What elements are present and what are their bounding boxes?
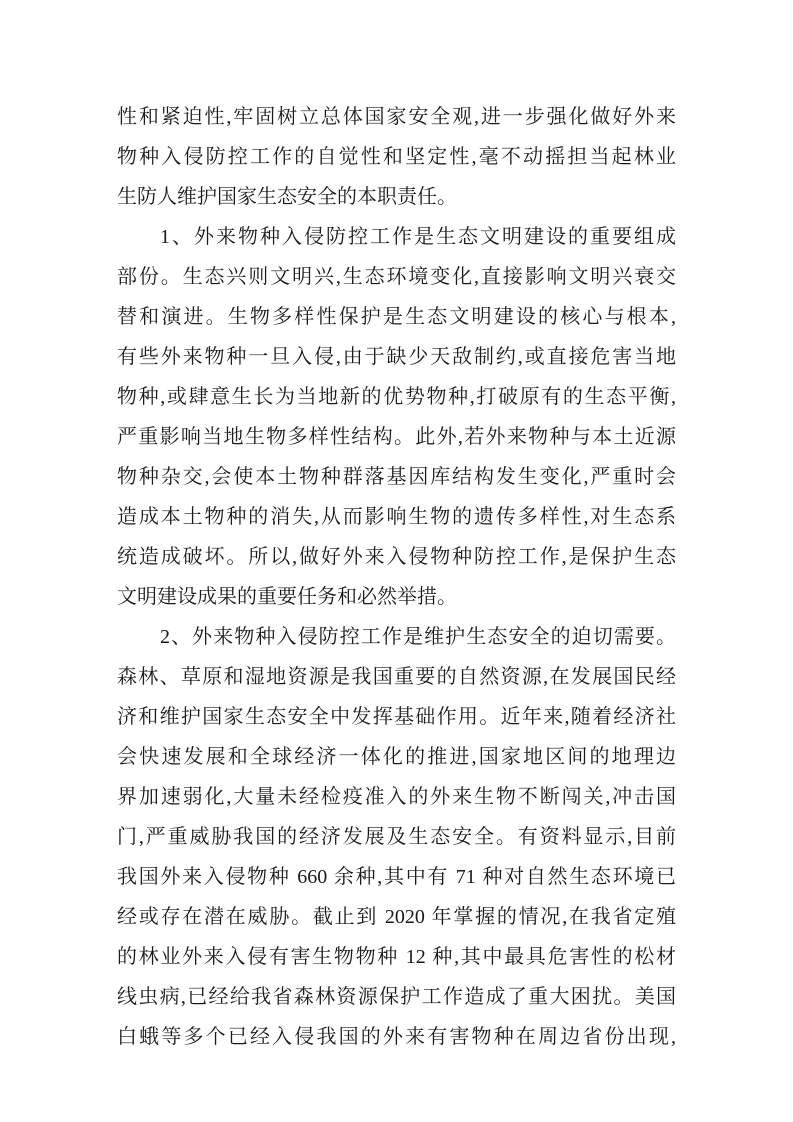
text-line: 物种杂交,会使本土物种群落基因库结构发生变化,严重时会	[117, 466, 676, 488]
text-line: 我国外来入侵物种 660 余种,其中有 71 种对自然生态环境已	[117, 866, 676, 888]
document-page	[117, 97, 676, 1057]
text-line: 物种入侵防控工作的自觉性和坚定性,毫不动摇担当起林业	[117, 146, 676, 168]
text-line: 严重影响当地生物多样性结构。此外,若外来物种与本土近源	[117, 426, 676, 448]
text-line: 统造成破坏。所以,做好外来入侵物种防控工作,是保护生态	[117, 546, 676, 568]
text-line: 2、外来物种入侵防控工作是维护生态安全的迫切需要。	[160, 626, 676, 648]
text-line: 界加速弱化,大量未经检疫准入的外来生物不断闯关,冲击国	[117, 786, 676, 808]
paragraph	[117, 617, 676, 1057]
text-line: 1、外来物种入侵防控工作是生态文明建设的重要组成	[160, 226, 676, 248]
text-line: 性和紧迫性,牢固树立总体国家安全观,进一步强化做好外来	[117, 106, 676, 128]
text-line: 造成本土物种的消失,从而影响生物的遗传多样性,对生态系	[117, 506, 676, 528]
text-line: 物种,或肆意生长为当地新的优势物种,打破原有的生态平衡,	[117, 386, 676, 408]
paragraph	[117, 217, 676, 617]
text-line: 线虫病,已经给我省森林资源保护工作造成了重大困扰。美国	[117, 986, 676, 1008]
text-line: 部份。生态兴则文明兴,生态环境变化,直接影响文明兴衰交	[117, 266, 676, 288]
text-line: 森林、草原和湿地资源是我国重要的自然资源,在发展国民经	[117, 666, 676, 688]
text-line: 济和维护国家生态安全中发挥基础作用。近年来,随着经济社	[117, 706, 676, 728]
text-line: 经或存在潜在威胁。截止到 2020 年掌握的情况,在我省定殖	[117, 906, 676, 928]
text-line: 文明建设成果的重要任务和必然举措。	[117, 586, 457, 608]
text-line: 生防人维护国家生态安全的本职责任。	[117, 186, 457, 208]
text-line: 替和演进。生物多样性保护是生态文明建设的核心与根本,	[117, 306, 676, 328]
text-line: 白蛾等多个已经入侵我国的外来有害物种在周边省份出现,	[117, 1026, 676, 1048]
text-line: 的林业外来入侵有害生物物种 12 种,其中最具危害性的松材	[117, 946, 676, 968]
text-line: 有些外来物种一旦入侵,由于缺少天敌制约,或直接危害当地	[117, 346, 676, 368]
paragraph	[117, 97, 676, 217]
text-line: 会快速发展和全球经济一体化的推进,国家地区间的地理边	[117, 746, 676, 768]
text-line: 门,严重威胁我国的经济发展及生态安全。有资料显示,目前	[117, 826, 676, 848]
